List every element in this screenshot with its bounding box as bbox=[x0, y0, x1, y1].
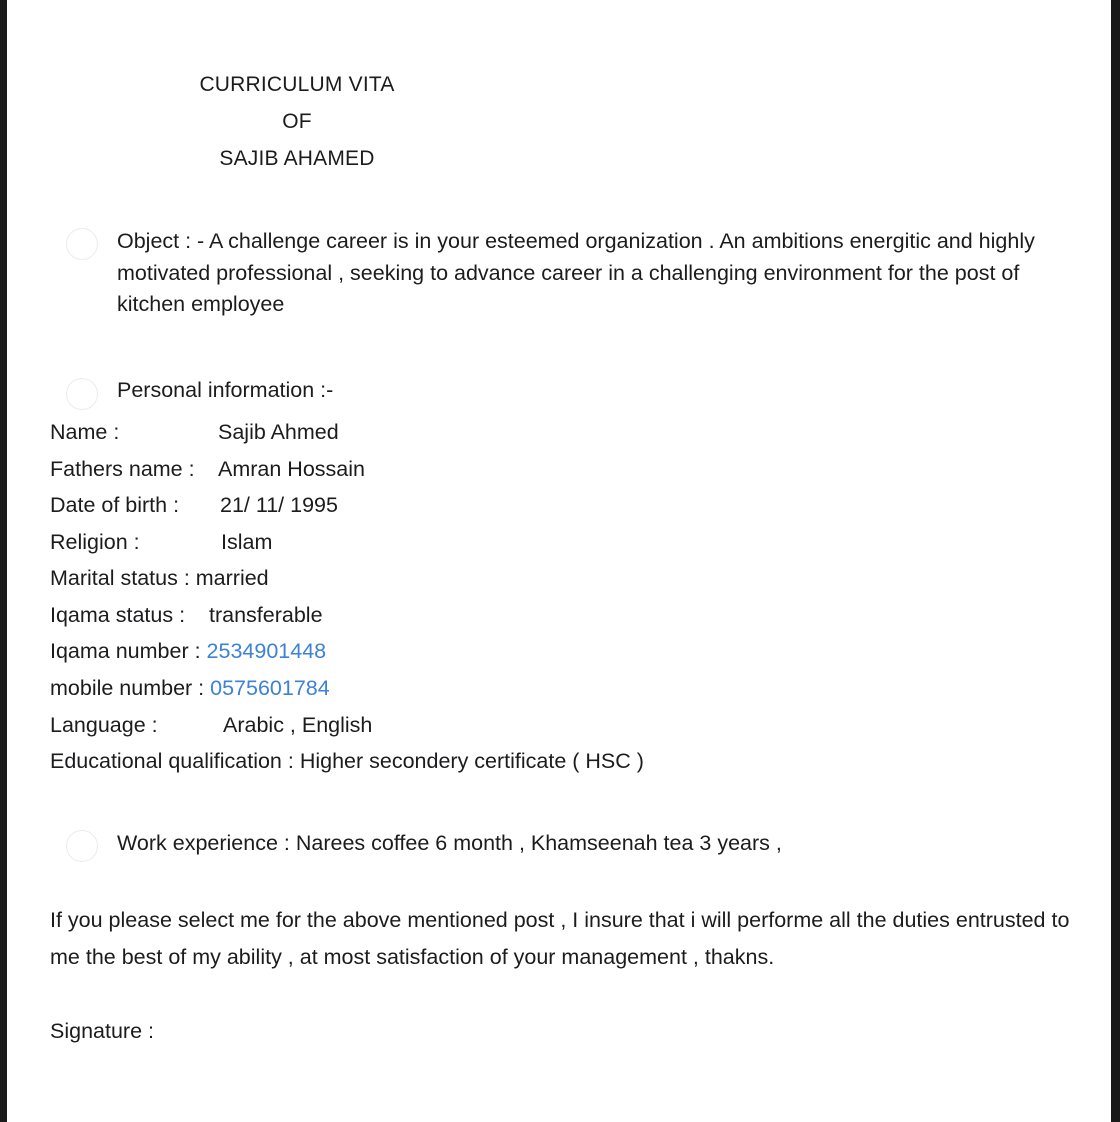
objective-paragraph: Object : - A challenge career is in your esteemed organization . An ambitions energitic and highly motivated professional , seeking to advance career in a challenging environment for the post of kitchen employee bbox=[117, 229, 1035, 316]
objective-checkbox[interactable] bbox=[66, 228, 98, 260]
education-label: Educational qualification : bbox=[50, 749, 300, 773]
father-name-row bbox=[50, 454, 365, 484]
marital-status-value: married bbox=[195, 566, 269, 590]
religion-row bbox=[50, 527, 273, 557]
religion-value: Islam bbox=[221, 530, 273, 554]
iqama-number-label: Iqama number : bbox=[50, 639, 207, 663]
name-value: Sajib Ahmed bbox=[218, 420, 339, 444]
work-experience-text: Work experience : Narees coffee 6 month , Khamseenah tea 3 years , bbox=[117, 831, 782, 855]
closing-paragraph: If you please select me for the above mentioned post , I insure that i will performe all the duties entrusted to me the best of my ability , at most satisfaction of your management , thakns. bbox=[50, 908, 1070, 969]
personal-info-checkbox[interactable] bbox=[66, 378, 98, 410]
personal-info-heading: Personal information :- bbox=[117, 378, 334, 402]
cv-owner-name: SAJIB AHAMED bbox=[219, 147, 375, 170]
language-value: Arabic , English bbox=[223, 713, 373, 737]
iqama-number-link[interactable]: 2534901448 bbox=[206, 639, 327, 663]
iqama-status-label: Iqama status : bbox=[50, 603, 186, 627]
mobile-number-row bbox=[50, 673, 330, 703]
dob-row bbox=[50, 490, 338, 520]
father-name-value: Amran Hossain bbox=[218, 457, 365, 481]
name-label: Name : bbox=[50, 420, 120, 444]
work-experience-checkbox[interactable] bbox=[66, 830, 98, 862]
dob-label: Date of birth : bbox=[50, 493, 180, 517]
signature-label: Signature : bbox=[50, 1019, 154, 1043]
cv-title: CURRICULUM VITA bbox=[199, 73, 395, 96]
iqama-number-row bbox=[50, 636, 326, 666]
dob-value: 21/ 11/ 1995 bbox=[220, 493, 338, 517]
marital-status-label: Marital status : bbox=[50, 566, 196, 590]
language-row bbox=[50, 710, 373, 740]
cv-title-of: OF bbox=[282, 110, 312, 133]
education-row bbox=[50, 746, 644, 776]
education-value: Higher secondery certificate ( HSC ) bbox=[299, 749, 644, 773]
name-row bbox=[50, 417, 339, 447]
marital-status-row bbox=[50, 563, 269, 593]
document-page bbox=[7, 0, 1111, 1122]
father-name-label: Fathers name : bbox=[50, 457, 195, 481]
religion-label: Religion : bbox=[50, 530, 140, 554]
language-label: Language : bbox=[50, 713, 158, 737]
iqama-status-row bbox=[50, 600, 323, 630]
mobile-number-label: mobile number : bbox=[50, 676, 211, 700]
iqama-status-value: transferable bbox=[209, 603, 323, 627]
mobile-number-link[interactable]: 0575601784 bbox=[210, 676, 330, 700]
